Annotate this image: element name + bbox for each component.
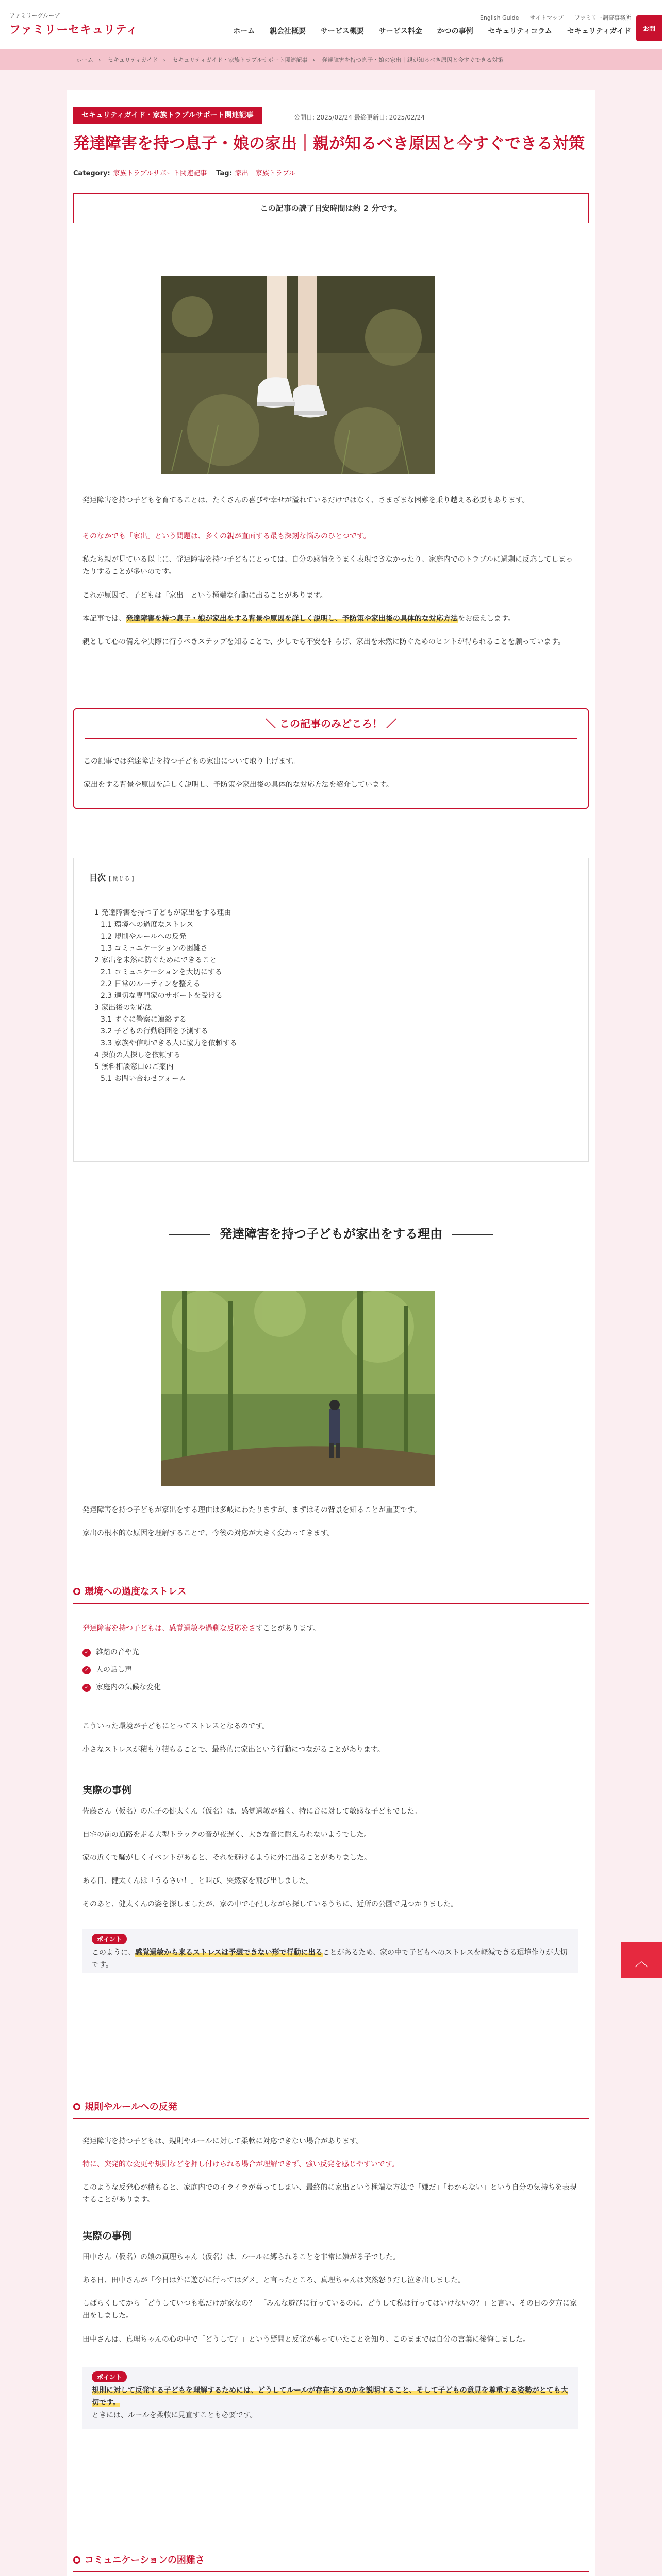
publish-dates: 公開日: 2025/02/24 最終更新日: 2025/02/24: [294, 114, 425, 121]
point-text: このように、感覚過敏から来るストレスは予想できない形で行動に出ることがあるため、家の中で子どもへのストレスを軽減できる環境作りが大切です。: [92, 1948, 568, 1969]
stress-paragraph-1: こういった環境が子どもにとってストレスとなるのです。: [82, 1722, 270, 1731]
heading-circle-icon: [73, 2103, 80, 2110]
nav-home[interactable]: ホーム: [233, 27, 255, 36]
toc-toggle[interactable]: [ 閉じる ]: [109, 875, 134, 882]
scroll-to-top-button[interactable]: ︿: [621, 1942, 662, 1978]
nav-company[interactable]: 親会社概要: [269, 27, 306, 36]
toc-item[interactable]: 3.3 家族や信頼できる人に協力を依頼する: [101, 1039, 237, 1047]
intro-paragraph-2: そのなかでも「家出」という問題は、多くの親が直面する最も深刻な悩みのひとつです。: [82, 532, 371, 540]
toc-item[interactable]: 1.3 コミュニケーションの困難さ: [101, 944, 208, 953]
toc-item[interactable]: 2.1 コミュニケーションを大切にする: [101, 968, 222, 976]
rules-paragraph-2: 特に、突発的な変更や規則などを押し付けられる場合が理解できず、強い反発を感じやすいです。: [82, 2160, 399, 2168]
check-icon: ✓: [82, 1649, 91, 1657]
stress-list: [82, 1643, 161, 1696]
breadcrumb-category[interactable]: セキュリティガイド・家族トラブルサポート関連記事: [172, 57, 308, 63]
hero-image: [161, 276, 435, 474]
list-item: ✓ 人の話し声: [82, 1661, 161, 1679]
main-nav: [221, 26, 631, 36]
case-paragraph: ある日、健太くんは「うるさい！」と叫び、突然家を飛び出しました。: [82, 1877, 313, 1885]
toc-item[interactable]: 2 家出を未然に防ぐためにできること: [94, 956, 217, 964]
toc-item[interactable]: 1 発達障害を持つ子どもが家出をする理由: [94, 909, 231, 917]
toc-title: 目次 [ 閉じる ]: [89, 873, 134, 883]
highlights-title: ＼ この記事のみどころ！ ／: [266, 718, 396, 730]
section1-paragraph-1: 発達障害を持つ子どもが家出をする理由は多岐にわたりますが、まずはその背景を知ることが重要です。: [82, 1506, 421, 1514]
toc-item[interactable]: 3.1 すぐに警察に連絡する: [101, 1015, 187, 1024]
category-badge[interactable]: セキュリティガイド・家族トラブルサポート関連記事: [73, 107, 262, 124]
section1-paragraph-2: 家出の根本的な原因を理解することで、今後の対応が大きく変わってきます。: [82, 1529, 335, 1537]
nav-cases[interactable]: かつの事例: [437, 27, 473, 36]
article-meta: [73, 167, 303, 177]
intro-paragraph-5: 本記事では、発達障害を持つ息子・娘が家出をする背景や原因を詳しく説明し、予防策や家出後の具体的な対応方法をお伝えします。: [82, 615, 515, 623]
toc-item[interactable]: 5.1 お問い合わせフォーム: [101, 1075, 187, 1083]
site-logo[interactable]: [9, 11, 138, 37]
toc-list: [94, 907, 237, 1085]
contact-button[interactable]: お問: [636, 15, 662, 41]
heading-circle-icon: [73, 1588, 80, 1595]
toc-item[interactable]: 2.3 適切な専門家のサポートを受ける: [101, 992, 223, 1000]
highlights-divider: [85, 738, 577, 739]
check-icon: ✓: [82, 1684, 91, 1692]
subsection-heading-communication: コミュニケーションの困難さ: [73, 2553, 589, 2572]
breadcrumb-home[interactable]: ホーム: [76, 57, 93, 63]
case-paragraph: そのあと、健太くんの姿を探しましたが、家の中で心配しながら探しているうちに、近所の公園で見つかりました。: [82, 1900, 458, 1908]
case-paragraph: 佐藤さん（仮名）の息子の健太くん（仮名）は、感覚過敏が強く、特に音に対して敏感な子どもでした。: [82, 1807, 422, 1816]
breadcrumb-current: 発達障害を持つ息子・娘の家出｜親が知るべき原因と今すぐできる対策: [322, 57, 504, 63]
tag-link-2[interactable]: 家族トラブル: [255, 170, 296, 177]
stress-lead: 発達障害を持つ子どもは、感覚過敏や過剰な反応をさすことがあります。: [82, 1624, 320, 1633]
intro-paragraph-3: 私たち親が見ている以上に、発達障害を持つ子どもにとっては、自分の感情をうまく表現できなかったり、家庭内でのトラブルに過剰に反応してしまったりすることが多いのです。: [82, 555, 573, 576]
tag-label: Tag:: [216, 170, 232, 177]
group-office-link[interactable]: ファミリー調査事務所: [574, 14, 631, 21]
nav-column[interactable]: セキュリティコラム: [488, 27, 552, 36]
toc-item[interactable]: 5 無料相談窓口のご案内: [94, 1063, 174, 1071]
category-label: Category:: [73, 170, 110, 177]
english-guide-link[interactable]: English Guide: [479, 14, 519, 21]
highlights-box: [73, 708, 589, 809]
rules-paragraph-3: このような反発心が積もると、家庭内でのイライラが募ってしまい、最終的に家出という極端な方法で「嫌だ」「わからない」という自分の気持ちを表現することがあります。: [82, 2183, 577, 2204]
intro-paragraph-1: 発達障害を持つ子どもを育てることは、たくさんの喜びや幸せが溢れているだけではなく、さまざまな困難を乗り越える必要もあります。: [82, 496, 529, 504]
toc-item[interactable]: 3.2 子どもの行動範囲を予測する: [101, 1027, 208, 1036]
breadcrumb-guide[interactable]: セキュリティガイド: [107, 57, 158, 63]
heading-circle-icon: [73, 2556, 80, 2564]
sitemap-link[interactable]: サイトマップ: [529, 14, 564, 21]
rules-paragraph-1: 発達障害を持つ子どもは、規則やルールに対して柔軟に対応できない場合があります。: [82, 2137, 363, 2145]
case-heading: 実際の事例: [82, 2230, 132, 2242]
nav-price[interactable]: サービス料金: [378, 27, 422, 36]
intro-highlight: 発達障害を持つ息子・娘が家出をする背景や原因を詳しく説明し、予防策や家出後の具体的な対応方法: [126, 615, 458, 623]
highlights-item-1: この記事では発達障害を持つ子どもの家出について取り上げます。: [84, 757, 300, 766]
top-utility-nav: [471, 13, 631, 22]
point-text: 規則に対して反発する子どもを理解するためには、どうしてルールが存在するのかを説明すること、そして子どもの意見を尊重する姿勢がとても大切です。 ときには、ルールを柔軟に見直すことも必要です。: [92, 2386, 568, 2419]
case-paragraph: ある日、田中さんが「今日は外に遊びに行ってはダメ」と言ったところ、真理ちゃんは突然怒りだし泣き出しました。: [82, 2276, 465, 2284]
toc-item[interactable]: 1.1 環境への過度なストレス: [101, 921, 194, 929]
nav-service[interactable]: サービス概要: [320, 27, 364, 36]
case-paragraph: しばらくしてから「どうしていつも私だけが家なの？」「みんな遊びに行っているのに、どうして私は行ってはいけないの？」と言い、その日の夕方に家出をしました。: [82, 2299, 577, 2320]
case-paragraph: 自宅の前の道路を走る大型トラックの音が夜遅く、大きな音に耐えられないようでした。: [82, 1831, 371, 1839]
case-heading: 実際の事例: [82, 1785, 132, 1796]
subsection-heading-rules: 規則やルールへの反発: [73, 2099, 589, 2119]
subsection-heading-stress: 環境への過度なストレス: [73, 1584, 589, 1604]
category-link[interactable]: 家族トラブルサポート関連記事: [113, 170, 207, 177]
case-paragraph: 家の近くで騒がしくイベントがあると、それを避けるように外に出ることがありました。: [82, 1854, 371, 1862]
page-title: 発達障害を持つ息子・娘の家出｜親が知るべき原因と今すぐできる対策: [73, 134, 585, 153]
toc-item[interactable]: 4 探偵の人探しを依頼する: [94, 1051, 181, 1059]
point-tag: ポイント: [92, 2371, 127, 2382]
point-tag: ポイント: [92, 1934, 127, 1944]
article-card: [67, 90, 595, 2576]
reading-time: この記事の読了目安時間は約 2 分です。: [73, 193, 589, 223]
breadcrumb: ホーム › セキュリティガイド › セキュリティガイド・家族トラブルサポート関連記事 › 発達障害を持つ息子・娘の家出｜親が知るべき原因と今すぐできる対策: [0, 49, 662, 70]
forest-image: [161, 1291, 435, 1486]
section-heading-reasons: 発達障害を持つ子どもが家出をする理由: [67, 1224, 595, 1242]
list-item: ✓ 家庭内の気候な変化: [82, 1679, 161, 1696]
site-header: [0, 0, 662, 49]
tag-link-1[interactable]: 家出: [235, 170, 249, 177]
logo-title: ファミリーセキュリティ: [9, 24, 138, 37]
check-icon: ✓: [82, 1666, 91, 1674]
point-note: [82, 1929, 578, 1973]
nav-guide[interactable]: セキュリティガイド: [567, 27, 631, 36]
toc-item[interactable]: 3 家出後の対応法: [94, 1004, 152, 1012]
table-of-contents: [73, 858, 589, 1162]
list-item: ✓ 雑踏の音や光: [82, 1643, 161, 1661]
intro-paragraph-6: 親として心の備えや実際に行うべきステップを知ることで、少しでも不安を和らげ、家出を未然に防ぐためのヒントが得られることを願っています。: [82, 638, 565, 646]
stress-paragraph-2: 小さなストレスが積もり積もることで、最終的に家出という行動につながることがあります。: [82, 1745, 385, 1754]
case-paragraph: 田中さん（仮名）の娘の真理ちゃん（仮名）は、ルールに縛られることを非常に嫌がる子でした。: [82, 2253, 400, 2261]
point-note: [82, 2367, 578, 2429]
intro-paragraph-4: これが原因で、子どもは「家出」という極端な行動に出ることがあります。: [82, 591, 327, 600]
logo-subtitle: ファミリーグループ: [9, 12, 60, 19]
highlights-item-2: 家出をする背景や原因を詳しく説明し、予防策や家出後の具体的な対応方法を紹介しています。: [84, 781, 393, 789]
case-paragraph: 田中さんは、真理ちゃんの心の中で「どうして？」という疑問と反発が募っていたことを知り、このままでは自分の言葉に後悔しました。: [82, 2335, 530, 2344]
toc-item[interactable]: 1.2 規則やルールへの反発: [101, 933, 187, 941]
toc-item[interactable]: 2.2 日常のルーティンを整える: [101, 980, 201, 988]
